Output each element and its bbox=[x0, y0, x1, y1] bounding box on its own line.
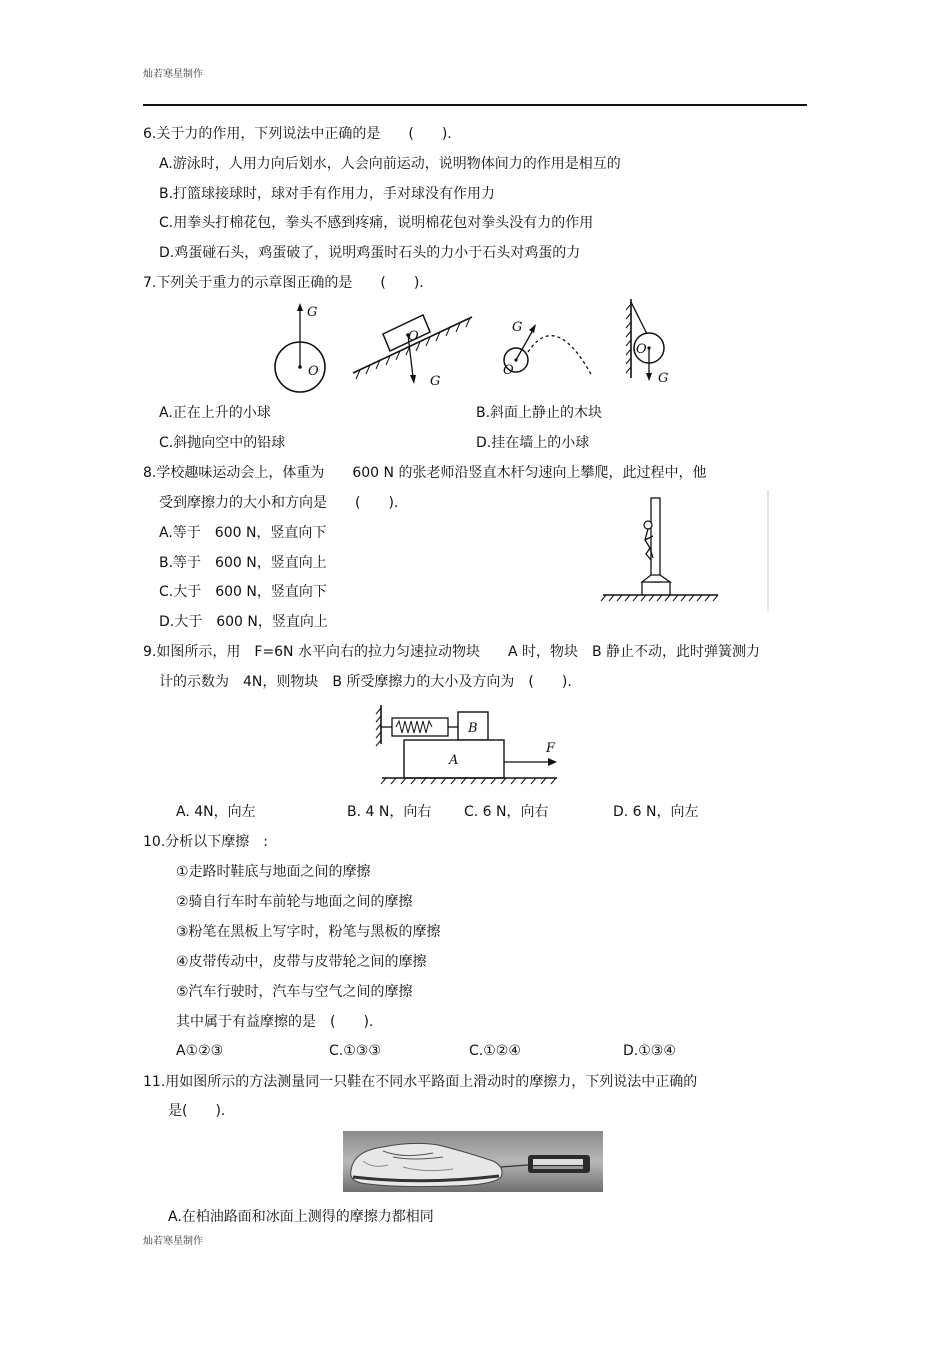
q9-option-b: B. 4 N，向右 bbox=[347, 804, 432, 820]
q7-figure-c bbox=[498, 316, 598, 381]
q10-item-5: ⑤汽车行驶时，汽车与空气之间的摩擦 bbox=[176, 984, 413, 1000]
q6-option-a: A.游泳时，人用力向后划水，人会向前运动，说明物体间力的作用是相互的 bbox=[159, 156, 621, 172]
q8-option-a: A.等于 600 N，竖直向下 bbox=[159, 525, 327, 541]
header-rule bbox=[143, 104, 807, 106]
q7a-label-g: G bbox=[307, 305, 318, 320]
q11-stem-line2: 是( ). bbox=[168, 1103, 226, 1119]
q10-stem: 10.分析以下摩擦 : bbox=[143, 834, 268, 850]
q11-shoe-photo bbox=[343, 1131, 603, 1192]
q7-option-d: D.挂在墙上的小球 bbox=[476, 435, 590, 451]
q7-option-c: C.斜抛向空中的铅球 bbox=[159, 435, 286, 451]
q10-item-1: ①走路时鞋底与地面之间的摩擦 bbox=[176, 864, 371, 880]
q9-label-f: F bbox=[546, 741, 556, 756]
q7-figure-a bbox=[268, 300, 338, 395]
q10-option-a: A①②③ bbox=[176, 1043, 224, 1059]
q9-stem-line1: 9.如图所示，用 F=6N 水平向右的拉力匀速拉动物块 A 时，物块 B 静止不动，此时弹簧测力 bbox=[143, 644, 761, 660]
q10-question: 其中属于有益摩擦的是 ( ). bbox=[176, 1014, 374, 1030]
q8-option-b: B.等于 600 N，竖直向上 bbox=[159, 555, 327, 571]
q8-option-d: D.大于 600 N，竖直向上 bbox=[159, 614, 328, 630]
q9-label-a: A bbox=[449, 753, 459, 768]
q9-label-b: B bbox=[468, 721, 478, 736]
q7-option-a: A.正在上升的小球 bbox=[159, 405, 271, 421]
q10-option-d: D.①③④ bbox=[623, 1043, 676, 1059]
page-footer: 灿若寒星制作 bbox=[143, 1236, 203, 1247]
q8-stem-line2: 受到摩擦力的大小和方向是 ( ). bbox=[159, 495, 399, 511]
q10-item-4: ④皮带传动中，皮带与皮带轮之间的摩擦 bbox=[176, 954, 427, 970]
q9-option-a: A. 4N，向左 bbox=[176, 804, 256, 820]
q11-stem-line1: 11.用如图所示的方法测量同一只鞋在不同水平路面上滑动时的摩擦力，下列说法中正确的 bbox=[143, 1074, 698, 1090]
q9-stem-line2: 计的示数为 4N，则物块 B 所受摩擦力的大小及方向为 ( ). bbox=[159, 674, 572, 690]
q7-figure-b bbox=[350, 305, 480, 390]
q10-item-3: ③粉笔在黑板上写字时，粉笔与黑板的摩擦 bbox=[176, 924, 441, 940]
q8-option-c: C.大于 600 N，竖直向下 bbox=[159, 584, 327, 600]
q10-option-c2: C.①②④ bbox=[469, 1043, 521, 1059]
q10-item-2: ②骑自行车时车前轮与地面之间的摩擦 bbox=[176, 894, 413, 910]
q7c-label-o: O bbox=[503, 363, 514, 378]
q11-option-a: A.在柏油路面和冰面上测得的摩擦力都相同 bbox=[168, 1209, 434, 1225]
q8-stem-line1: 8.学校趣味运动会上，体重为 600 N 的张老师沿竖直木杆匀速向上攀爬，此过程中，他 bbox=[143, 465, 707, 481]
q7-stem: 7.下列关于重力的示章图正确的是 ( ). bbox=[143, 275, 424, 291]
q9-spring-scale-figure bbox=[374, 702, 569, 792]
q10-option-c1: C.①③③ bbox=[329, 1043, 381, 1059]
q7-option-b: B.斜面上静止的木块 bbox=[476, 405, 603, 421]
q6-option-b: B.打篮球接球时，球对手有作用力，手对球没有作用力 bbox=[159, 186, 496, 202]
q7a-label-o: O bbox=[308, 364, 319, 379]
q7d-label-o: O bbox=[636, 342, 647, 357]
q7b-label-o: O bbox=[408, 329, 419, 344]
q9-option-c: C. 6 N，向右 bbox=[464, 804, 549, 820]
q9-option-d: D. 6 N，向左 bbox=[613, 804, 699, 820]
q6-option-c: C.用拳头打棉花包，拳头不感到疼痛，说明棉花包对拳头没有力的作用 bbox=[159, 215, 594, 231]
q7c-label-g: G bbox=[512, 320, 523, 335]
q7-figure-d bbox=[624, 296, 684, 386]
q8-climbing-pole-figure bbox=[598, 488, 773, 613]
q7b-label-g: G bbox=[430, 374, 441, 389]
q6-option-d: D.鸡蛋碰石头，鸡蛋破了，说明鸡蛋时石头的力小于石头对鸡蛋的力 bbox=[159, 245, 581, 261]
q6-stem: 6.关于力的作用，下列说法中正确的是 ( ). bbox=[143, 126, 452, 142]
page-header: 灿若寒星制作 bbox=[143, 69, 203, 80]
q7d-label-g: G bbox=[658, 371, 669, 386]
